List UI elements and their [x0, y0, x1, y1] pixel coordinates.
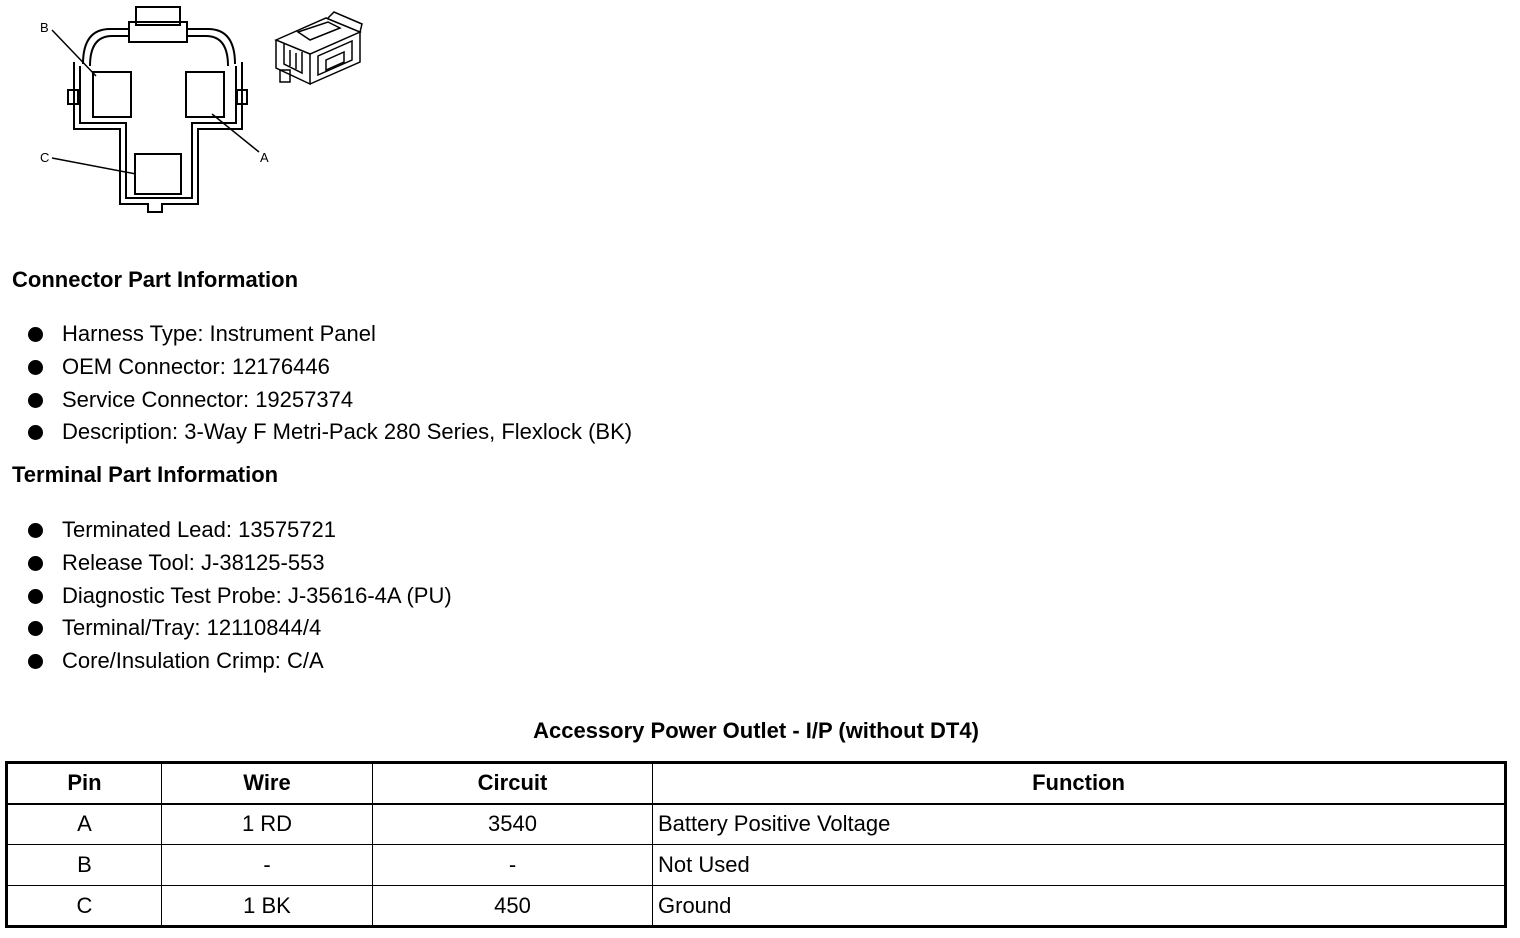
- connector-info-list: [28, 318, 632, 449]
- list-item: Service Connector: 19257374: [28, 384, 632, 417]
- bullet-icon: [28, 621, 43, 636]
- cell-wire: -: [162, 845, 373, 886]
- table-row: [7, 845, 1506, 886]
- cell-function: Ground: [653, 886, 1506, 927]
- pin-label-c: C: [40, 150, 50, 165]
- bullet-icon: [28, 556, 43, 571]
- bullet-icon: [28, 393, 43, 408]
- pin-table: [5, 761, 1507, 928]
- cell-circuit: 3540: [373, 804, 653, 845]
- bullet-icon: [28, 654, 43, 669]
- list-item: Terminated Lead: 13575721: [28, 514, 452, 547]
- list-item: Release Tool: J-38125-553: [28, 547, 452, 580]
- cell-circuit: 450: [373, 886, 653, 927]
- connector-isometric-illustration: [268, 10, 366, 96]
- terminal-info-list: [28, 514, 452, 678]
- pin-label-b: B: [40, 20, 49, 35]
- bullet-icon: [28, 425, 43, 440]
- cell-wire: 1 BK: [162, 886, 373, 927]
- terminal-info-title: Terminal Part Information: [12, 462, 279, 487]
- table-row: [7, 804, 1506, 845]
- header-circuit: Circuit: [373, 763, 653, 804]
- bullet-icon: [28, 523, 43, 538]
- connector-info-title: Connector Part Information: [12, 267, 299, 292]
- table-row: [7, 886, 1506, 927]
- pin-table-title: Accessory Power Outlet - I/P (without DT4): [533, 718, 979, 743]
- list-item: Description: 3-Way F Metri-Pack 280 Series, Flexlock (BK): [28, 416, 632, 449]
- cell-wire: 1 RD: [162, 804, 373, 845]
- cell-function: Not Used: [653, 845, 1506, 886]
- list-item: OEM Connector: 12176446: [28, 351, 632, 384]
- bullet-icon: [28, 360, 43, 375]
- cell-pin: A: [7, 804, 162, 845]
- cell-circuit: -: [373, 845, 653, 886]
- bullet-icon: [28, 327, 43, 342]
- connector-face-diagram: [30, 4, 280, 216]
- cell-function: Battery Positive Voltage: [653, 804, 1506, 845]
- header-function: Function: [653, 763, 1506, 804]
- list-item: Diagnostic Test Probe: J-35616-4A (PU): [28, 580, 452, 613]
- list-item: Terminal/Tray: 12110844/4: [28, 612, 452, 645]
- header-pin: Pin: [7, 763, 162, 804]
- pin-label-a: A: [260, 150, 269, 165]
- cell-pin: C: [7, 886, 162, 927]
- cell-pin: B: [7, 845, 162, 886]
- list-item: Core/Insulation Crimp: C/A: [28, 645, 452, 678]
- header-wire: Wire: [162, 763, 373, 804]
- bullet-icon: [28, 589, 43, 604]
- table-header-row: [7, 763, 1506, 804]
- list-item: Harness Type: Instrument Panel: [28, 318, 632, 351]
